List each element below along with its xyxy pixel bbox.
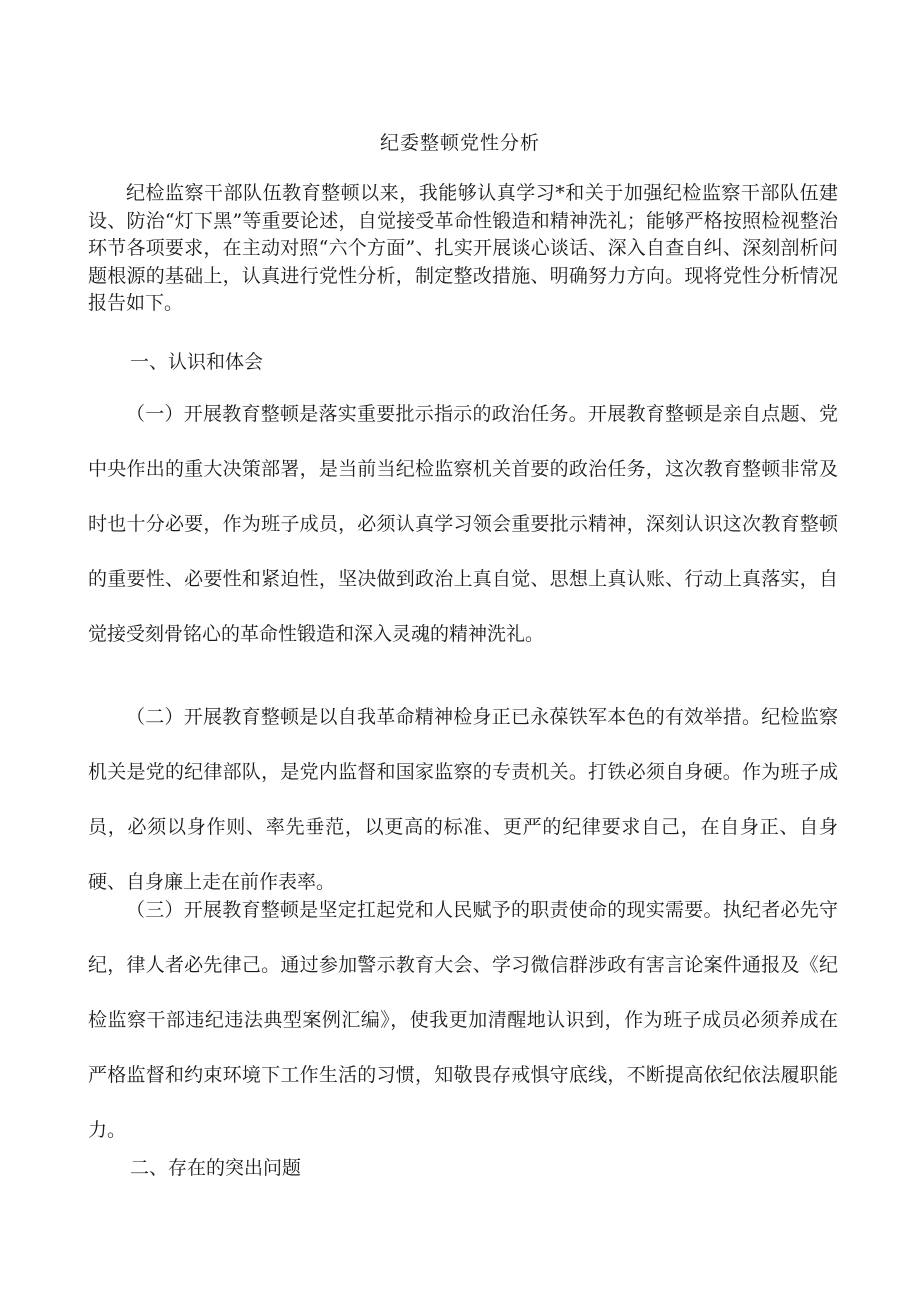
body-paragraph-2: （二）开展教育整顿是以自我革命精神检身正已永葆铁军本色的有效举措。纪检监察机关是党的纪律部队，是党内监督和国家监察的专责机关。打铁必须自身硬。作为班子成员，必须以身作则、率先垂范，以更高的标准、更严的纪律要求自己，在自身正、自身硬、自身廉上走在前作表率。 bbox=[88, 706, 838, 893]
section-heading-1: 一、认识和体会 bbox=[130, 351, 264, 373]
document-title: 纪委整顿党性分析 bbox=[379, 132, 540, 154]
intro-paragraph: 纪检监察干部队伍教育整顿以来，我能够认真学习*和关于加强纪检监察干部队伍建设、防治“灯下黑”等重要论述，自觉接受革命性锻造和精神洗礼；能够严格按照检视整治环节各项要求，在主动对照“六个方面”、扎实开展谈心谈话、深入自查自纠、深刻剖析问题根源的基础上，认真进行党性分析，制定整改措施、明确努力方向。现将党性分析情况报告如下。 bbox=[88, 182, 838, 314]
body-paragraph-1: （一）开展教育整顿是落实重要批示指示的政治任务。开展教育整顿是亲自点题、党中央作出的重大决策部署，是当前当纪检监察机关首要的政治任务，这次教育整顿非常及时也十分必要，作为班子成员，必须认真学习领会重要批示精神，深刻认识这次教育整顿的重要性、必要性和紧迫性，坚决做到政治上真自觉、思想上真认账、行动上真落实，自觉接受刻骨铭心的革命性锻造和深入灵魂的精神洗礼。 bbox=[88, 403, 838, 645]
body-paragraph-3: （三）开展教育整顿是坚定扛起党和人民赋予的职责使命的现实需要。执纪者必先守纪，律人者必先律己。通过参加警示教育大会、学习微信群涉政有害言论案件通报及《纪检监察干部违纪违法典型案例汇编》，使我更加清醒地认识到，作为班子成员必须养成在严格监督和约束环境下工作生活的习惯，知敬畏存戒惧守底线，不断提高依纪依法履职能力。 bbox=[88, 899, 838, 1141]
section-heading-2: 二、存在的突出问题 bbox=[130, 1157, 302, 1179]
